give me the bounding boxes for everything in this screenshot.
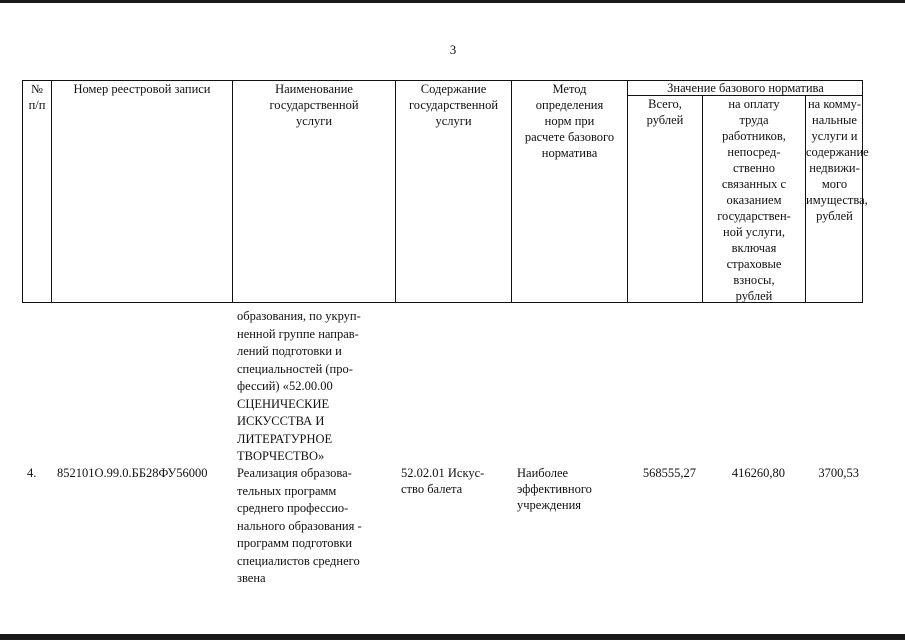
continuation-service-name: образования, по укруп- ненной группе направ- лений подготовки и специальностей (про- фессий) «52.00.00 СЦЕНИЧЕСКИЕ ИСКУССТВА И ЛИТЕРАТУРНОЕ ТВОРЧЕСТВО» [237,309,361,463]
top-border [0,0,905,3]
header-num: № п/п [28,82,46,112]
page-number: 3 [449,42,457,57]
header-service-content: Содержание государственной услуги [408,82,499,128]
header-registry-number: Номер реестровой записи [73,82,211,96]
row-utilities-costs: 3700,53 [818,466,859,480]
row-service-name: Реализация образова- тельных программ среднего профессио- нального образования - программ подготовки специалистов среднего звена [237,466,362,585]
row-labor-costs: 416260,80 [731,466,785,480]
header-base-value: Значение базового норматива [667,81,824,95]
bottom-border [0,634,905,640]
row-number: 4. [27,466,37,480]
header-method: Метод определения норм при расчете базового норматива [524,82,615,160]
row-service-content: 52.02.01 Искус- ство балета [401,466,485,496]
row-method: Наиболее эффективного учреждения [517,466,592,512]
header-total: Всего, рублей [646,97,684,127]
header-utilities-costs: на комму- нальные услуги и содержание недвижи- мого имущества, рублей [806,97,869,223]
row-registry-number: 852101О.99.0.ББ28ФУ56000 [57,466,208,480]
header-labor-costs: на оплату труда работников, непосред- ственно связанных с оказанием государствен- ной услуги, включая страховые взносы, рублей [717,97,791,303]
header-service-name: Наименование государственной услуги [269,82,359,128]
row-total: 568555,27 [642,466,696,480]
